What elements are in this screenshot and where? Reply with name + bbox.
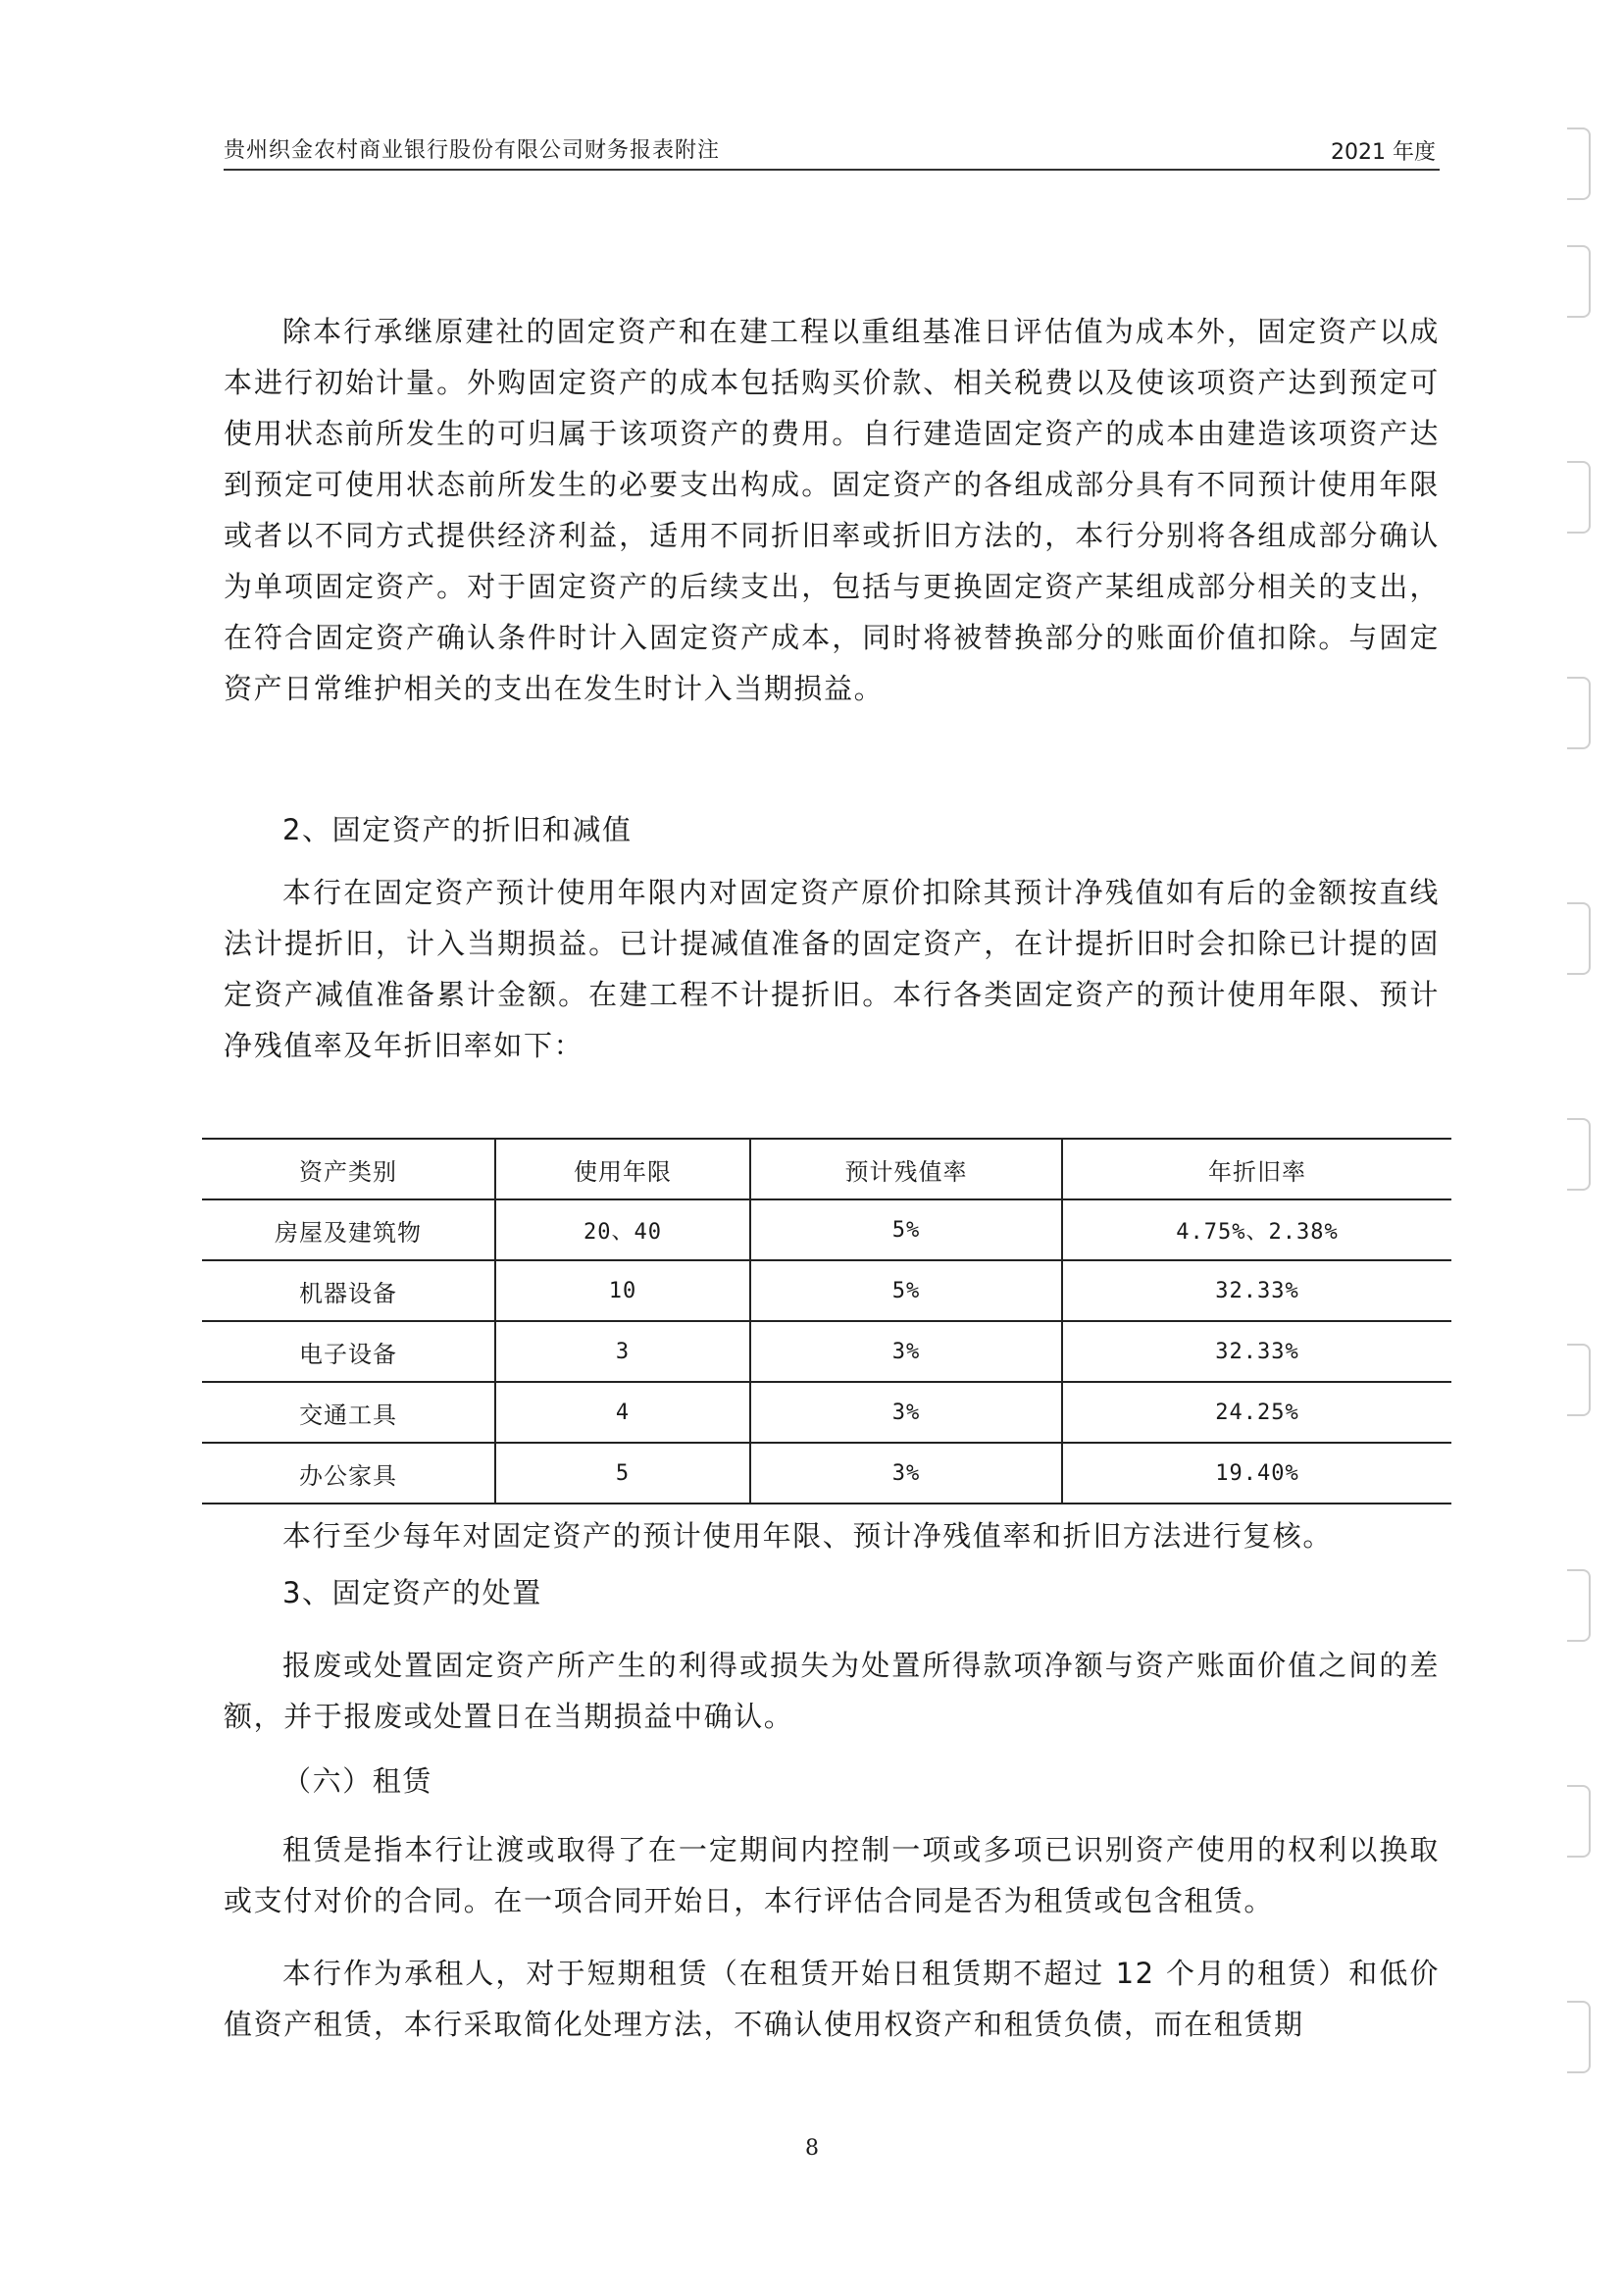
column-header: 使用年限: [495, 1139, 750, 1199]
edge-mark: [1567, 2001, 1591, 2073]
table-row: [202, 1260, 1451, 1321]
section-heading-lease: （六）租赁: [282, 1764, 433, 1798]
header-year: 2021 年度: [1331, 140, 1436, 165]
residual-rate: 3%: [750, 1382, 1062, 1443]
depreciation-rate: 32.33%: [1062, 1260, 1451, 1321]
asset-category: 电子设备: [202, 1321, 495, 1382]
residual-rate: 5%: [750, 1260, 1062, 1321]
asset-category: 机器设备: [202, 1260, 495, 1321]
useful-life: 20、40: [495, 1199, 750, 1260]
edge-mark: [1567, 677, 1591, 749]
edge-mark: [1567, 461, 1591, 534]
asset-category: 房屋及建筑物: [202, 1199, 495, 1260]
edge-mark: [1567, 1785, 1591, 1858]
section-heading-disposal: 3、固定资产的处置: [282, 1576, 542, 1609]
residual-rate: 3%: [750, 1321, 1062, 1382]
table-row: [202, 1443, 1451, 1504]
paragraph-lease-definition: 租赁是指本行让渡或取得了在一定期间内控制一项或多项已识别资产使用的权利以换取或支付对价的合同。在一项合同开始日，本行评估合同是否为租赁或包含租赁。: [224, 1833, 1440, 1917]
page-header: [224, 129, 1440, 171]
paragraph-initial-measurement: [224, 306, 1440, 714]
page-number: 8: [805, 2136, 819, 2161]
paragraph-depreciation: 本行在固定资产预计使用年限内对固定资产原价扣除其预计净残值如有后的金额按直线法计提折旧，计入当期损益。已计提减值准备的固定资产，在计提折旧时会扣除已计提的固定资产减值准备累计金额。在建工程不计提折旧。本行各类固定资产的预计使用年限、预计净残值率及年折旧率如下：: [224, 876, 1440, 1062]
edge-mark: [1567, 1569, 1591, 1642]
paragraph-lessee: 本行作为承租人，对于短期租赁（在租赁开始日租赁期不超过 12 个月的租赁）和低价值资产租赁，本行采取简化处理方法，不确认使用权资产和租赁负债，而在租赁期: [224, 1957, 1440, 2041]
table-header-row: [202, 1139, 1451, 1199]
column-header: 资产类别: [202, 1139, 495, 1199]
residual-rate: 3%: [750, 1443, 1062, 1504]
column-header: 预计残值率: [750, 1139, 1062, 1199]
residual-rate: 5%: [750, 1199, 1062, 1260]
table-row: [202, 1382, 1451, 1443]
paragraph-continuation: 以成本进行初始计量。外购固定资产的成本包括购买价款、相关税费以及使该项资产达到预定可使用状态前所发生的可归属于该项资产的费用。自行建造固定资产的成本由建造该项资产达到预定可使用状态前所发生的必要支出构成。固定资产的各组成部分具有不同预计使用年限或者以不同方式提供经济利益，适用不同折旧率或折旧方法的，本行分别将各组成部分确认为单项固定资产。对于固定资产的后续支出，包括与更换固定资产某组成部分相关的支出，在符合固定资产确认条件时计入固定资产成本，同时将被替换部分的账面价值扣除。与固定资产日常维护相关的支出在发生时计入当期损益。: [224, 315, 1440, 705]
paragraph-review: 本行至少每年对固定资产的预计使用年限、预计净残值率和折旧方法进行复核。: [282, 1519, 1334, 1553]
paragraph-line: 除本行承继原建社的固定资产和在建工程以重组基准日评估值为成本外，固定资产: [282, 315, 1380, 348]
column-header: 年折旧率: [1062, 1139, 1451, 1199]
asset-category: 交通工具: [202, 1382, 495, 1443]
edge-mark: [1567, 127, 1591, 200]
edge-mark: [1567, 245, 1591, 318]
depreciation-rate: 32.33%: [1062, 1321, 1451, 1382]
edge-mark: [1567, 1344, 1591, 1416]
depreciation-rate: 4.75%、2.38%: [1062, 1199, 1451, 1260]
useful-life: 5: [495, 1443, 750, 1504]
depreciation-rate: 19.40%: [1062, 1443, 1451, 1504]
useful-life: 10: [495, 1260, 750, 1321]
useful-life: 3: [495, 1321, 750, 1382]
paragraph-disposal: 报废或处置固定资产所产生的利得或损失为处置所得款项净额与资产账面价值之间的差额，并于报废或处置日在当期损益中确认。: [224, 1649, 1440, 1733]
depreciation-rate: 24.25%: [1062, 1382, 1451, 1443]
table-row: [202, 1321, 1451, 1382]
asset-category: 办公家具: [202, 1443, 495, 1504]
table-row: [202, 1199, 1451, 1260]
edge-mark: [1567, 1118, 1591, 1191]
useful-life: 4: [495, 1382, 750, 1443]
depreciation-table: [202, 1138, 1451, 1504]
edge-mark: [1567, 902, 1591, 975]
section-heading-depreciation: 2、固定资产的折旧和减值: [282, 813, 633, 846]
header-title: 贵州织金农村商业银行股份有限公司财务报表附注: [224, 138, 721, 163]
